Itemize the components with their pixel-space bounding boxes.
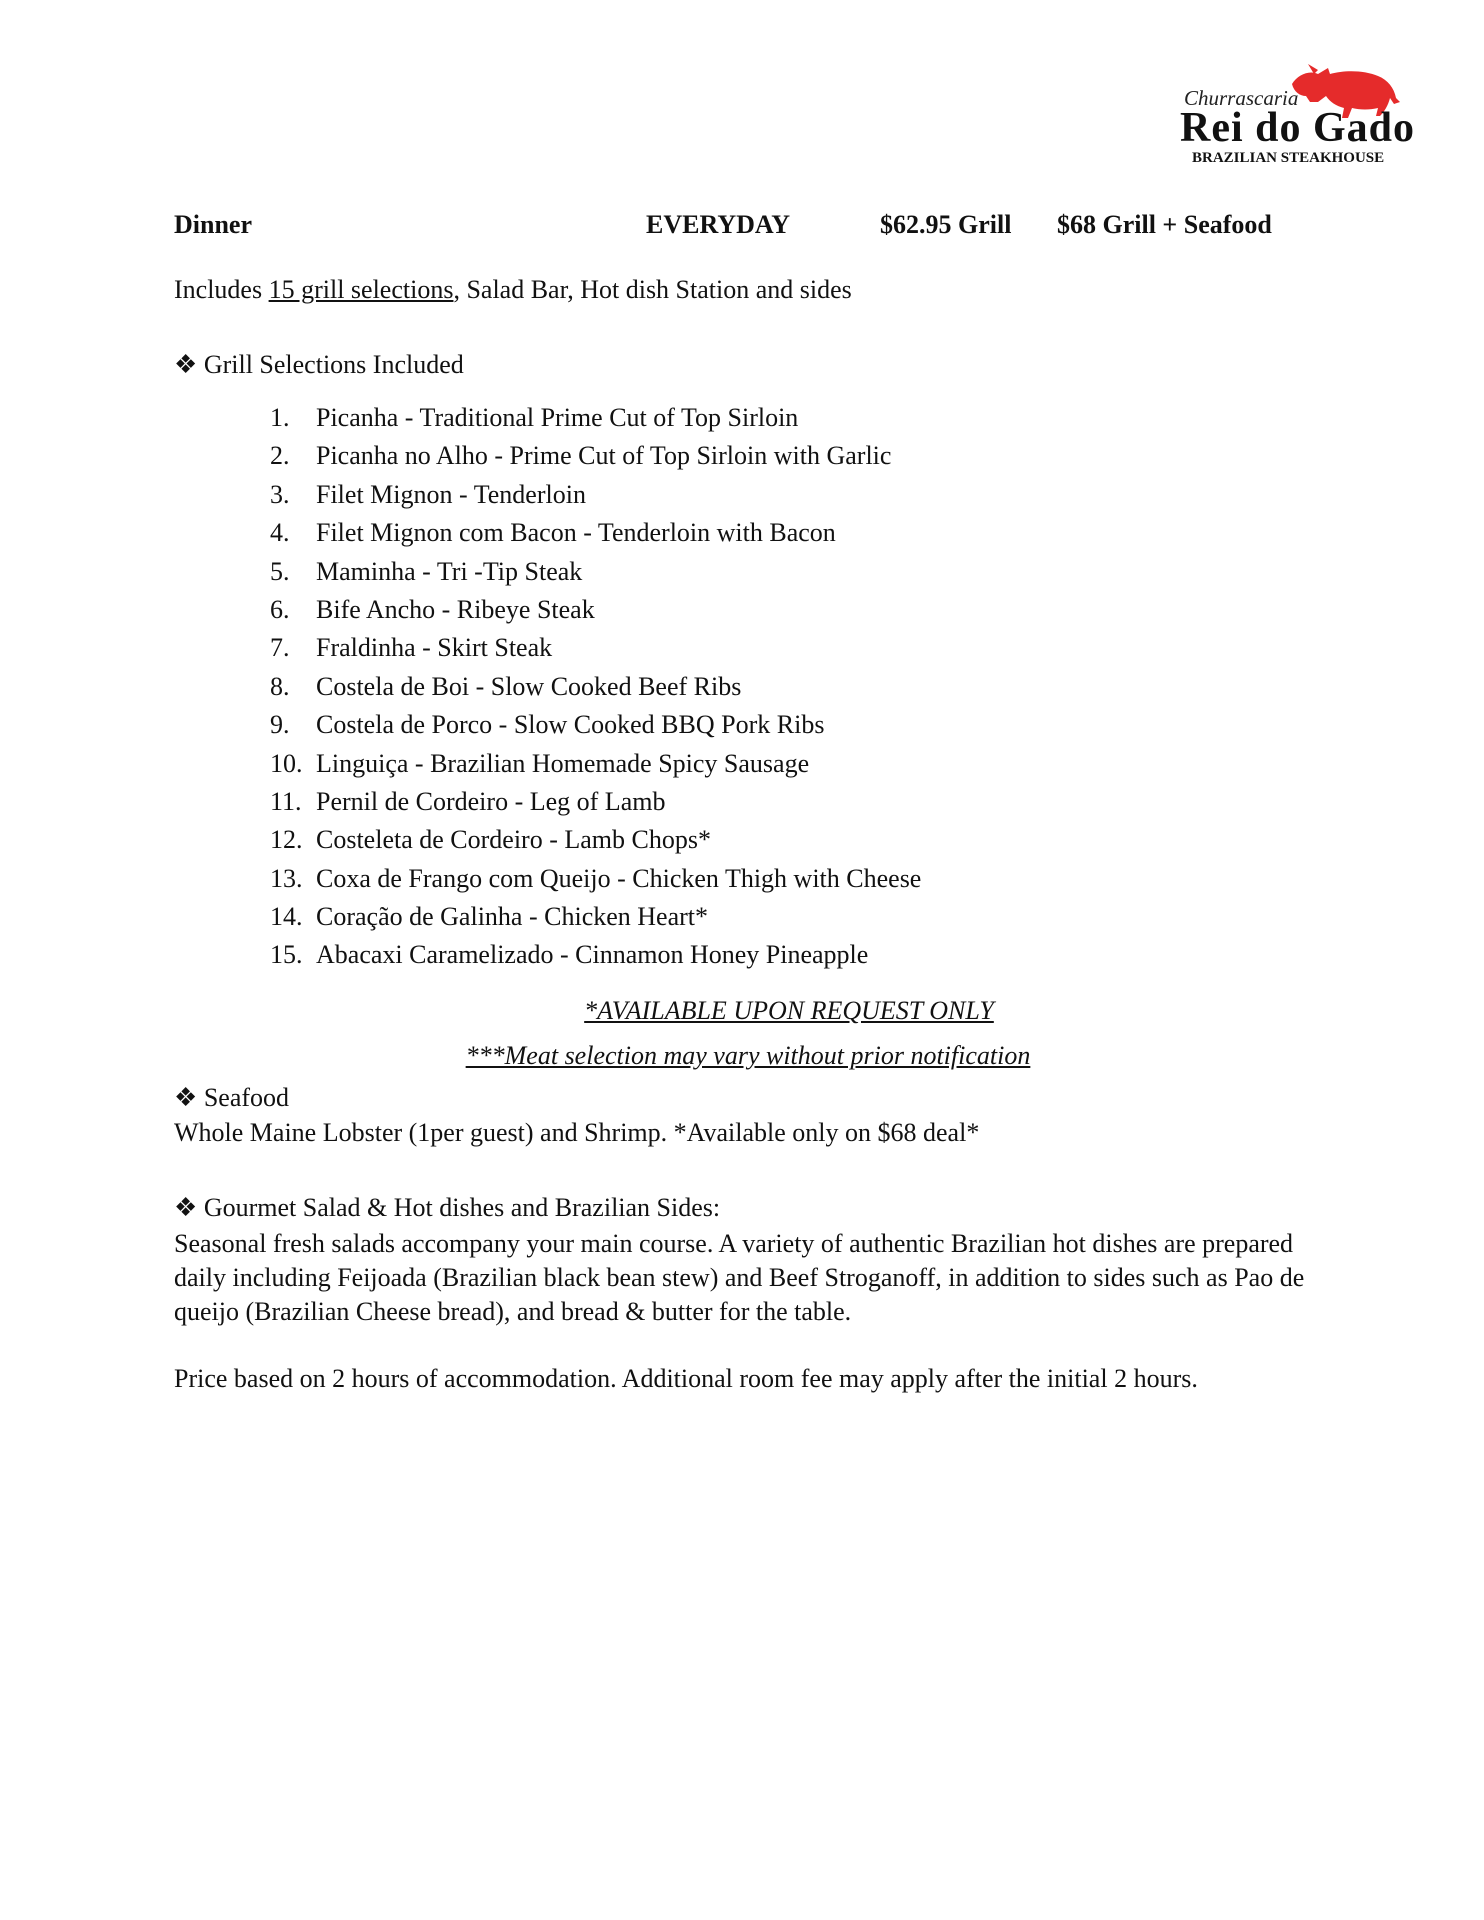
- dinner-header: [0, 210, 1484, 244]
- list-item: 3. Filet Mignon - Tenderloin: [270, 479, 586, 509]
- list-item: 13. Coxa de Frango com Queijo - Chicken Thigh with Cheese: [270, 863, 922, 893]
- diamond-bullet-icon: ❖: [174, 350, 198, 379]
- includes-prefix: Includes: [174, 275, 269, 304]
- seafood-text: Whole Maine Lobster (1per guest) and Shrimp. *Available only on $68 deal*: [174, 1118, 980, 1147]
- list-item: 5. Maminha - Tri -Tip Steak: [270, 556, 583, 586]
- diamond-bullet-icon: ❖: [174, 1193, 198, 1222]
- list-item: 1. Picanha - Traditional Prime Cut of Top Sirloin: [270, 403, 799, 432]
- list-item: 15. Abacaxi Caramelizado - Cinnamon Honey Pineapple: [270, 940, 869, 970]
- list-item: 7. Fraldinha - Skirt Steak: [270, 633, 553, 663]
- meal-title: Dinner: [174, 210, 252, 239]
- grill-section-title: [174, 350, 464, 380]
- restaurant-logo: [1170, 62, 1420, 174]
- list-item: 4. Filet Mignon com Bacon - Tenderloin with Bacon: [270, 518, 836, 548]
- includes-suffix: , Salad Bar, Hot dish Station and sides: [453, 275, 852, 304]
- seafood-title-text: Seafood: [203, 1083, 290, 1112]
- price-grill: $62.95 Grill: [880, 210, 1012, 239]
- days-label: EVERYDAY: [646, 210, 791, 239]
- grill-selections-link: 15 grill selections: [268, 275, 454, 304]
- logo-churrascaria: Churrascaria: [1184, 86, 1299, 110]
- logo-tagline: BRAZILIAN STEAKHOUSE: [1192, 150, 1385, 166]
- grill-selection-list: [270, 403, 921, 979]
- vary-note: ***Meat selection may vary without prior notification: [465, 1041, 1031, 1070]
- list-item: 6. Bife Ancho - Ribeye Steak: [270, 594, 595, 624]
- salad-title-text: Gourmet Salad & Hot dishes and Brazilian Sides:: [203, 1193, 721, 1222]
- price-grill-seafood: $68 Grill + Seafood: [1057, 210, 1272, 239]
- list-item: 2. Picanha no Alho - Prime Cut of Top Sirloin with Garlic: [270, 441, 892, 471]
- salad-title: [174, 1193, 720, 1223]
- list-item: 11. Pernil de Cordeiro - Leg of Lamb: [270, 786, 666, 816]
- list-item: 12. Costeleta de Cordeiro - Lamb Chops*: [270, 825, 711, 855]
- logo-name: Rei do Gado: [1180, 105, 1416, 151]
- seafood-title: [174, 1083, 289, 1113]
- salad-text: Seasonal fresh salads accompany your main course. A variety of authentic Brazilian hot dishes are prepared daily including Feijoada (Brazilian black bean stew) and Beef Stroganoff, in addition to sides such as Pao de queijo (Brazilian Cheese bread), and bread & butter for the table.: [174, 1229, 1305, 1326]
- list-item: 9. Costela de Porco - Slow Cooked BBQ Pork Ribs: [270, 710, 825, 740]
- grill-title-text: Grill Selections Included: [203, 350, 464, 379]
- list-item: 14. Coração de Galinha - Chicken Heart*: [270, 902, 709, 932]
- includes-line: [174, 275, 852, 305]
- list-item: 8. Costela de Boi - Slow Cooked Beef Ribs: [270, 671, 742, 701]
- price-note: Price based on 2 hours of accommodation. Additional room fee may apply after the initial 2 hours.: [174, 1364, 1198, 1393]
- diamond-bullet-icon: ❖: [174, 1083, 198, 1112]
- request-note: *AVAILABLE UPON REQUEST ONLY: [584, 996, 994, 1025]
- list-item: 10. Linguiça - Brazilian Homemade Spicy Sausage: [270, 748, 810, 778]
